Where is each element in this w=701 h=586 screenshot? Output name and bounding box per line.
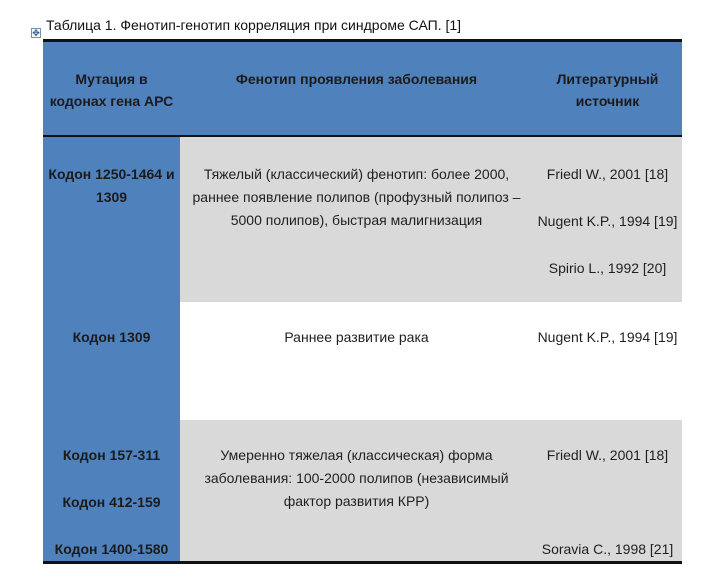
mutation-label: Кодон 412-159 — [62, 493, 161, 510]
phenotype-cell — [180, 420, 533, 563]
source-cell — [533, 136, 682, 302]
table-header-row — [43, 41, 682, 136]
header-mutation: Мутация в кодонах гена АРС — [43, 41, 180, 136]
phenotype-genotype-table — [43, 39, 682, 564]
move-table-icon[interactable]: ✥ — [32, 27, 40, 38]
source-ref: Spirio L., 1992 [20] — [548, 259, 667, 276]
table-row — [43, 302, 682, 420]
source-ref: Soravia C., 1998 [21] — [541, 540, 674, 557]
mutation-label: Кодон 1250-1464 и 1309 — [48, 165, 175, 205]
source-cell — [533, 302, 682, 420]
header-phenotype: Фенотип проявления заболевания — [180, 41, 533, 136]
mutation-label: Кодон 157-311 — [62, 446, 161, 463]
source-ref: Friedl W., 2001 [18] — [546, 446, 669, 463]
phenotype-text: Тяжелый (классический) фенотип: более 2000, раннее появление полипов (профузный полипоз – 5000 полипов), быстрая малигнизация — [192, 165, 521, 228]
phenotype-text: Умеренно тяжелая (классическая) форма заболевания: 100-2000 полипов (независимый фактор развития КРР) — [204, 446, 509, 509]
source-ref: Nugent K.P., 1994 [19] — [537, 212, 678, 229]
mutation-label: Кодон 1400-1580 — [54, 540, 169, 557]
mutation-cell — [43, 302, 180, 420]
phenotype-cell — [180, 302, 533, 420]
table-caption: Таблица 1. Фенотип-генотип корреляция при синдроме САП. [1] — [46, 17, 462, 33]
header-source: Литературный источник — [533, 41, 682, 136]
mutation-label: Кодон 1309 — [72, 328, 151, 345]
table-row — [43, 136, 682, 302]
mutation-cell — [43, 136, 180, 302]
source-cell — [533, 420, 682, 563]
table-row — [43, 420, 682, 563]
source-ref: Nugent K.P., 1994 [19] — [537, 328, 678, 345]
source-ref: Friedl W., 2001 [18] — [546, 165, 669, 182]
phenotype-cell — [180, 136, 533, 302]
phenotype-text: Раннее развитие рака — [284, 328, 429, 345]
mutation-cell — [43, 420, 180, 563]
